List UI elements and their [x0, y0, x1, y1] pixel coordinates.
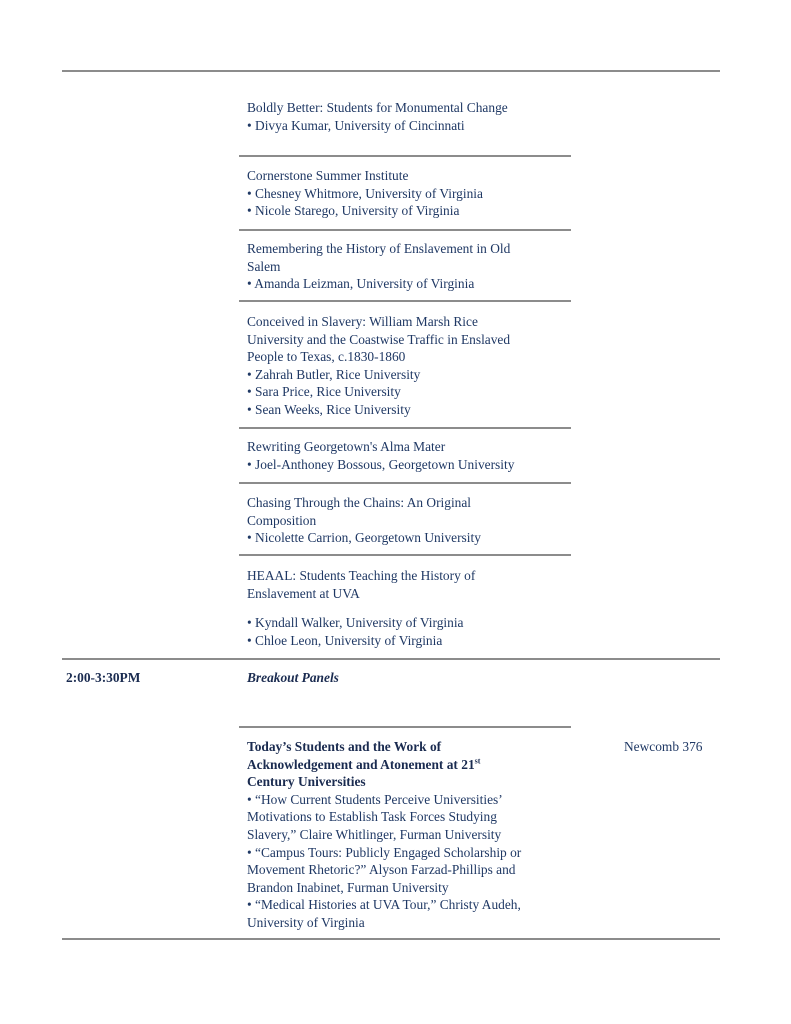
presentation-title: Salem: [247, 258, 281, 274]
presentation-title: HEAAL: Students Teaching the History of: [247, 568, 476, 583]
panel-title: [247, 756, 567, 774]
presentation-item: [247, 313, 567, 419]
bottom-rule: [62, 938, 720, 940]
presentation-title: Chasing Through the Chains: An Original: [247, 495, 472, 510]
presentation-divider: [239, 554, 571, 556]
presenter: • Joel-Anthoney Bossous, Georgetown University: [247, 456, 515, 472]
session-time: 2:00-3:30PM: [66, 670, 141, 685]
panel-entry: • “Medical Histories at UVA Tour,” Christy Audeh,: [247, 897, 521, 913]
panel-title: Century Universities: [247, 774, 366, 790]
panel-entry: Brandon Inabinet, Furman University: [247, 879, 449, 895]
presentation-divider: [239, 155, 571, 157]
presentation-title: Boldly Better: Students for Monumental Change: [247, 100, 508, 115]
presenter: • Sara Price, Rice University: [247, 384, 401, 400]
presentation-title: Cornerstone Summer Institute: [247, 168, 409, 183]
panel-entry: • “Campus Tours: Publicly Engaged Scholarship or: [247, 844, 522, 860]
panel-entry: University of Virginia: [247, 914, 365, 930]
presenter: • Nicole Starego, University of Virginia: [247, 203, 460, 219]
panel-item: [247, 738, 567, 932]
panel-room: Newcomb 376: [624, 739, 703, 754]
presentation-title: Composition: [247, 512, 317, 528]
panel-title: Today’s Students and the Work of: [247, 739, 442, 754]
presentation-title: University and the Coastwise Traffic in Enslaved: [247, 331, 511, 347]
presenter: • Chesney Whitmore, University of Virginia: [247, 185, 483, 201]
panel-rule: [239, 726, 571, 728]
panel-entry: Movement Rhetoric?” Alyson Farzad-Phillips and: [247, 862, 516, 878]
presentation-item: [247, 438, 567, 473]
presentation-item: [247, 99, 567, 134]
presentation-title: Remembering the History of Enslavement in Old: [247, 241, 511, 256]
panel-entry: • “How Current Students Perceive Universities’: [247, 791, 503, 807]
top-rule: [62, 70, 720, 72]
presentation-item: [247, 167, 567, 220]
panel-entry: Slavery,” Claire Whitlinger, Furman University: [247, 826, 502, 842]
presenter: • Divya Kumar, University of Cincinnati: [247, 117, 465, 133]
panel-title-text: Acknowledgement and Atonement at 21: [247, 756, 475, 772]
presentation-divider: [239, 427, 571, 429]
presentation-title: Conceived in Slavery: William Marsh Rice: [247, 314, 478, 329]
presenter: • Kyndall Walker, University of Virginia: [247, 615, 464, 631]
session-title: Breakout Panels: [247, 670, 339, 685]
presentation-title: Rewriting Georgetown's Alma Mater: [247, 439, 446, 454]
presenter: • Nicolette Carrion, Georgetown University: [247, 530, 481, 546]
ordinal-suffix: st: [474, 756, 481, 766]
presentation-item: [247, 494, 567, 547]
presentation-item: [247, 240, 567, 293]
panel-entry: Motivations to Establish Task Forces Studying: [247, 809, 497, 825]
presentation-divider: [239, 300, 571, 302]
session-rule: [62, 658, 720, 660]
presentation-title: Enslavement at UVA: [247, 585, 360, 601]
presentation-divider: [239, 482, 571, 484]
presenter: • Zahrah Butler, Rice University: [247, 366, 421, 382]
presentation-item: [247, 567, 567, 649]
presenter: • Chloe Leon, University of Virginia: [247, 632, 443, 648]
presentation-title: People to Texas, c.1830-1860: [247, 349, 406, 365]
presenter: • Amanda Leizman, University of Virginia: [247, 276, 475, 292]
presentation-divider: [239, 229, 571, 231]
presenter: • Sean Weeks, Rice University: [247, 401, 411, 417]
